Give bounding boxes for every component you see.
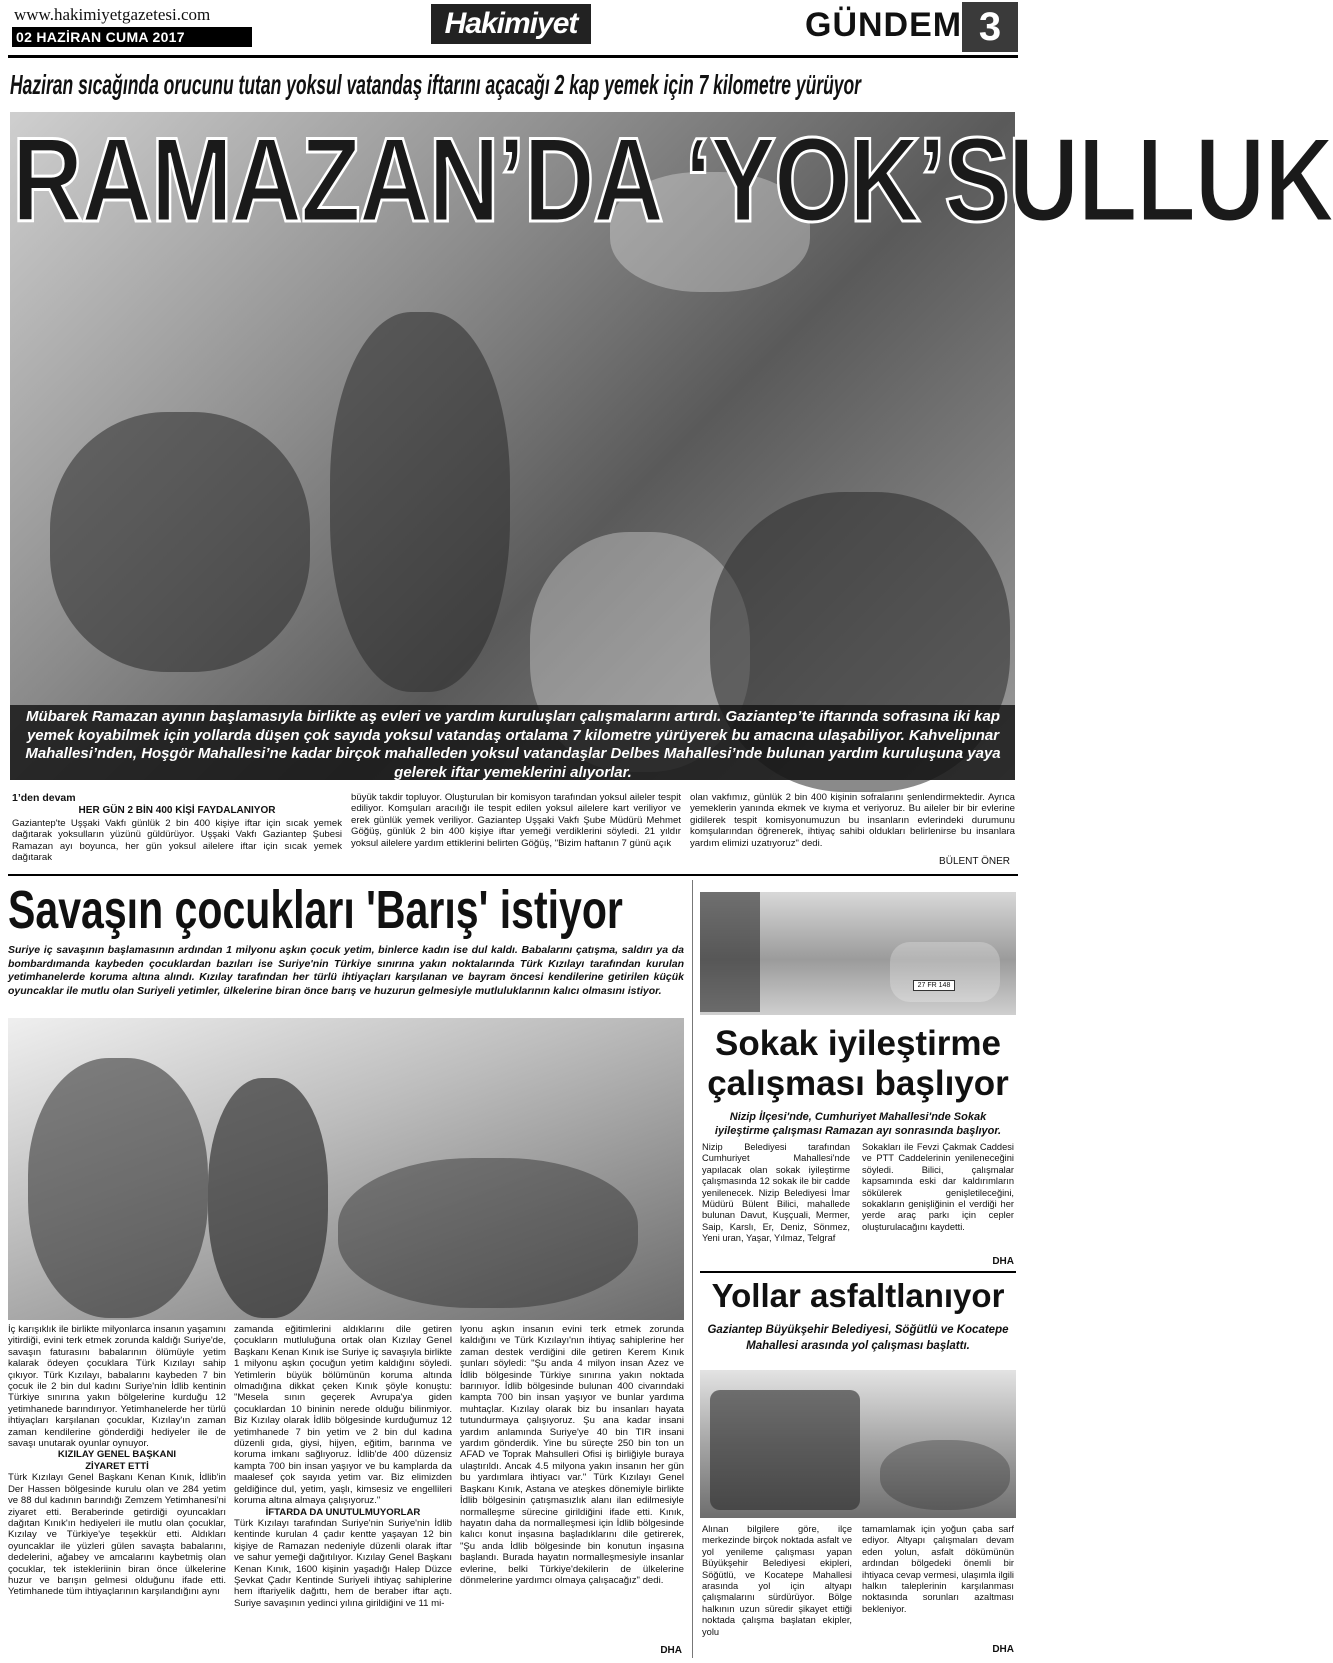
lead-col-1: Gaziantep'te Uşşaki Vakfı günlük 2 bin 400 kişiye iftar için sıcak yemek dağıtarak yoksulların yüzünü güldürüyor. Uşşaki Vakfı Gaziantep Şubesi Ramazan ayı boyunca, her gün yoksul ailelere iftar için sıcak yemek dağıtarak xyxy=(12,818,342,864)
lead-subhead: HER GÜN 2 BİN 400 KİŞİ FAYDALANIYOR xyxy=(78,805,276,816)
story2-subhead-2: ZİYARET ETTİ xyxy=(85,1460,149,1472)
story3-headline-1: Sokak iyileştirme xyxy=(715,1024,1001,1063)
lead-kicker-text: Haziran sıcağında orucunu tutan yoksul vatandaş iftarını açacağı 2 kap yemek için 7 kilometre yürüyor xyxy=(10,69,861,100)
story2-byline: DHA xyxy=(660,1645,682,1656)
story3-byline: DHA xyxy=(992,1256,1014,1267)
lead-bottom-rule xyxy=(8,874,1018,876)
story4-byline: DHA xyxy=(992,1644,1014,1655)
story2-headline xyxy=(8,880,688,940)
story3-plate: 27 FR 148 xyxy=(913,980,955,991)
issue-date: 02 HAZİRAN CUMA 2017 xyxy=(16,29,185,45)
story2-col-2a: zamanda eğitimlerini aldıklarını dile getiren çocukların mutluluğuna ortak olan Kızılay Genel Başkanı Kenan Kınık ise Suriye iç savaşıyla birlikte 1 milyonu aşkın çocuğun yetim kaldığını söyledi. Yetimlerin büyük bölümünün koruma altında olmadığına dikkat çeken Kınık şöyle konuştu: "Mesela sının geçerek Avrupa'ya giden çocuklardan 10 bininin nerede olduğu bilinmiyor. Biz Kızılay olarak İdlib bölgesinde kurduğumuz 12 yetimhanede 7 bin yetim ve 2 bin dul kadına düzenli gıda, giysi, hijyen, eğitim, barınma ve koruma imkanı sağlıyoruz. İdlib'de 400 düzensiz kampta 700 bin insan yaşıyor ve bu kamplarda da maalesef çok sayıda yetim var. Biz elimizden geldiğince dul, yetim, yaşlı, kimsesiz ve engellileri koruma altına almaya çalışıyoruz." xyxy=(234,1324,452,1507)
story3-deck: Nizip İlçesi'nde, Cumhuriyet Mahallesi'nde Sokak iyileştirme çalışması Ramazan ayı sonrasında başlıyor. xyxy=(714,1111,1002,1137)
story2-col-3: lyonu aşkın insanın evini terk etmek zorunda kaldığını ve Türk Kızılayı'nın ihtiyaç sahiplerine her zaman destek verdiğini dile getiren Kerem Kınık şunları söyledi: "Şu anda 4 milyon insan Azez ve İdlib bölgesinde Türkiye sınırına yakın noktada barınıyor. İdlib bölgesinde bulunan 400 civarındaki kampta 700 bin insan yaşıyor ve bunlar yardıma muhtaçlar. Kızılay olarak biz bu insanları hayata tutundurmaya çalışıyoruz. Şu ana kadar insani yardım anlamında Suriye'ye 40 bin TIR insani yardım gönderdik. Yine bu süreçte 250 bin ton un AFAD ve Toprak Mahsulleri Ofisi iş birliğiyle buraya ulaştırıldı. Ancak 4.5 milyona yakın insanın her gün bu yardımlara ihtiyacı var." Türk Kızılayı Genel Başkanı Kınık, Astana ve ateşkes dönemiyle birlikte İdlib bölgesinin çatışmasızlık alanı ilan edilmesiyle normalleşme sürecine girildiğini ifade etti. Kınık, hayatın daha da normalleşmesi için İdlib bölgesinde kalıcı konut inşasına başladıklarını dile getirerek, "Şu anda İdlib bölgesinde bin konutun inşasına başlandı. Burada hayatın normalleşmesiyle insanlar evlerine, belki Türkiye'dekilerin de ülkelerine dönmelerine yardımcı olmaya çalışacağız" dedi. xyxy=(460,1324,684,1586)
story3-bottom-rule xyxy=(700,1271,1016,1273)
story4-photo xyxy=(700,1370,1016,1518)
story4-deck: Gaziantep Büyükşehir Belediyesi, Söğütlü ve Kocatepe Mahallesi arasında yol çalışması başlattı. xyxy=(707,1324,1009,1352)
story4-col-1: Alınan bilgilere göre, ilçe merkezinde birçok noktada asfalt ve yol yenileme çalışması yapan Büyükşehir Belediyesi ekipleri, Söğütlü, ve Kocatepe Mahallesi arasında yol için altyapı çalışmalarını sürdürüyor. Bölge halkının uzun süredir şikayet ettiği noktada çalışma başlatan ekipler, yolu xyxy=(702,1524,852,1637)
page-number: 3 xyxy=(978,5,1002,49)
story3-col-2: Sokakları ile Fevzi Çakmak Caddesi ve PTT Caddelerinin yenileneceğini söyledi. Bilici, çalışmalar kapsamında eski dar kaldırımların sökülerek genişletileceğini, sokakların genişliğinin el verdiği her yerde araç parkı için cepler oluşturulacağını kaydetti. xyxy=(862,1142,1014,1232)
story3-photo xyxy=(700,892,1016,1015)
lead-col-2: büyük takdir topluyor. Oluşturulan bir komisyon tarafından yoksul aileler tespit ediliyor. Komşuları aracılığı ile tespit edilen yoksul ailelere kart veriliyor ve erek günlük yemek veriliyor. Gaziantep Uşşaki Vakfı Şube Müdürü Mehmet Göğüş, günlük 2 bin 400 kişiye iftar yemeği verdiklerini söyledi. 21 yıldır yoksul ailelere yardım ettiklerini belirten Göğüş, "Bizim haftanın 7 günü açık xyxy=(351,792,681,849)
masthead-logo: Hakimiyet xyxy=(431,4,591,44)
lead-byline: BÜLENT ÖNER xyxy=(939,856,1010,867)
story2-col-2 xyxy=(234,1324,452,1657)
story4-headline: Yollar asfaltlanıyor xyxy=(711,1277,1005,1314)
story2-col-1b: Türk Kızılayı Genel Başkanı Kenan Kınık, İdlib'in Der Hassen bölgesinde kurulu olan ve 284 yetim ve 88 dul kadının barındığı Zemzem Yetimhanesi'ni ziyaret etti. Beraberinde getirdiği oyuncakları dağıtan Kınık'ın hediyeleri ile mutlu olan çocuklar, Kızılay ve Türkiye'ye teşekkür etti. Aldıkları oyuncaklar ile yüzleri gülen savaşta babalarını, dedelerini, ağabey ve amcalarını kaybetmiş olan çocuklar, tek istekleriinin biran önce ülkelerine huzur ve barışın gelmesi olduğunu ifade etti. Yetimhanede tüm ihtiyaçlarının karşılandığını aynı xyxy=(8,1472,226,1598)
lead-col-3: olan vakfımız, günlük 2 bin 400 kişinin sofralarını şenlendirmektedir. Ayrıca yemeklerin yanında ekmek ve kıyma et veriyoruz. Bu aileler bir bir evlerine gidilerek tespit komisyonumuzun bu insanların evlerindeki durumunu komşularından öğrenerek, ihtiyaç sahibi oldukları belirlenirse bu insanlara yardım elimizi uzatıyoruz" dedi. xyxy=(690,792,1015,849)
story2-col-1 xyxy=(8,1324,226,1657)
story2-headline-text: Savaşın çocukları 'Barış' istiyor xyxy=(8,880,623,940)
story2-col-1a: İç karışıklık ile birlikte milyonlarca insanın yaşamını yitirdiği, evini terk etmek zorunda kaldığı Suriye'de, savaşın faturasını babalarının ölümüyle yetim kalarak ödeyen çocuklara Türk Kızılayı sahip çıkıyor. Türk Kızılayı, babalarını kaybeden 7 bin çocuk ile 2 bin dul kadını Suriye'nin İdlib kentinin Türkiye sınırına yakın bölgelerine kurduğu 12 yetimhanede barındırıyor. Yetimhanelerde her türlü ihtiyaçları karşılanan çocuklar, Kızılay'ın zaman zaman kendilerine gönderdiği hediyeler ile de savaşı unutarak oyunlar oynuyor. xyxy=(8,1324,226,1450)
story2-col-2b: Türk Kızılayı tarafından Suriye'nin Suriye'nin İdlib kentinde kurulan 4 çadır kentte yaşayan 12 bin kişiye de Ramazan nedeniyle düzenli olarak iftar ve sahur yemeği dağıtılıyor. Kızılay Genel Başkanı Kenan Kınık, 1600 kişinin yaşadığı Halep Düzce Şevkat Çadır Kentinde Suriyeli ihtiyaç sahiplerine hem iftariyelik dağıttı, hem de beraber iftar açtı. Suriye savaşının yedinci yılına girildiğini ve 11 mi- xyxy=(234,1517,452,1609)
story3-col-1: Nizip Belediyesi tarafından Cumhuriyet Mahallesi'nde yapılacak olan sokak iyileştirme çalışmasında 12 sokak ile bir cadde yenilenecek. Nizip Belediyesi İmar Müdürü Bülent Bilici, mahallede bulunan Davut, Kuşçuali, Mermer, Saip, Karslı, Er, Deniz, Sönmez, Yeni uran, Yaşar, Yılmaz, Telgraf xyxy=(702,1142,850,1244)
story4-col-2: tamamlamak için yoğun çaba sarf ediyor. Altyapı çalışmaları devam eden yolun, asfalt dökümünün ardından bölgedeki önemli bir ihtiyaca cevap vermesi, ulaşımla ilgili halkın taleplerinin karşılanması noktasında sorunları azaltması bekleniyor. xyxy=(862,1524,1014,1614)
masthead-rule xyxy=(8,55,1018,58)
right-column-divider xyxy=(692,880,693,1658)
story2-intro: Suriye iç savaşının başlamasının ardından 1 milyonu aşkın çocuk yetim, binlerce kadın ise dul kaldı. Babalarını çatışma, saldırı ya da bombardımanda kaybeden çocuklardan bazıları ise Suriye'nin Türkiye sınırına yakın noktalarında Türk Kızılayı tarafından kurulan yetimhanelerde koruma altına alındı. Kızılay tarafından her türlü ihtiyaçları karşılanan ve bayram öncesi kendilerine getirilen küçük oyuncaklar ile mutlu olan Suriyeli yetimler, ülkelerine biran önce barış ve huzurun gelmesiyle mutluluklarının kalıcı olmasını istiyor. xyxy=(8,944,684,997)
story2-subhead-1: KIZILAY GENEL BAŞKANI xyxy=(57,1449,177,1461)
lead-caption: Mübarek Ramazan ayının başlamasıyla birlikte aş evleri ve yardım kuruluşları çalışmalarını artırdı. Gaziantep’te iftarında sofrasına iki kap yemek koyabilmek için yollarda düşen çok sayıda yoksul vatandaş ortalama 7 kilometre yürüyerek bu amacına ulaşabiliyor. Kahvelipınar Mahallesi’nden, Hoşgör Mahallesi’ne kadar birçok mahalleden yoksul vatandaşlar Delbes Mahallesi’nde bulunan yardım kuruluşuna yaya gelerek iftar yemeklerini alıyorlar. xyxy=(25,708,1001,781)
site-url[interactable]: www.hakimiyetgazetesi.com xyxy=(14,5,211,24)
section-name: GÜNDEM xyxy=(805,6,963,44)
lead-cont-label: 1’den devam xyxy=(12,792,76,804)
story2-photo xyxy=(8,1018,684,1320)
story2-subhead-3: İFTARDA DA UNUTULMUYORLAR xyxy=(265,1506,421,1518)
lead-headline xyxy=(12,110,1333,250)
story3-headline-2: çalışması başlıyor xyxy=(707,1064,1009,1103)
lead-headline-text: RAMAZAN’DA ‘YOK’SULLUK xyxy=(12,113,1333,247)
lead-kicker xyxy=(10,69,1020,101)
